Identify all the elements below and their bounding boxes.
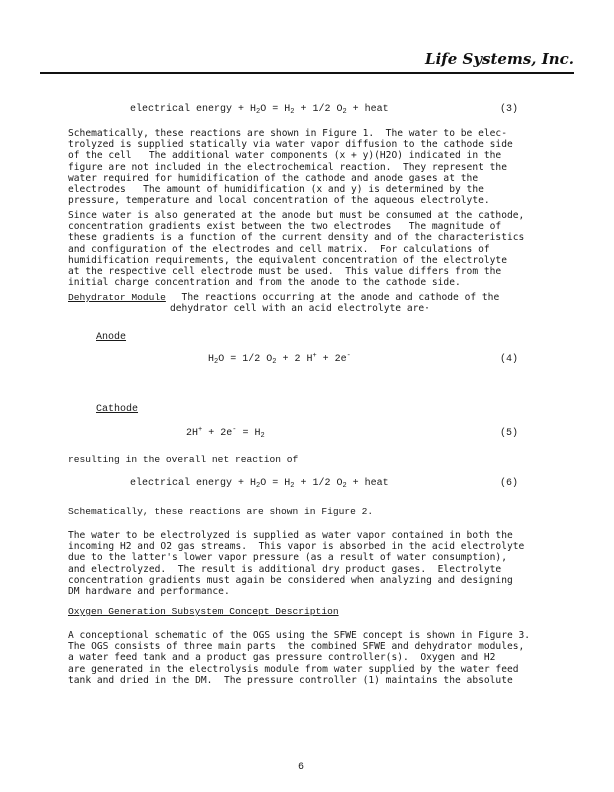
section-heading-ogs: Oxygen Generation Subsystem Concept Description	[68, 606, 339, 617]
equation-5-number: (5)	[500, 428, 519, 439]
equation-3: electrical energy + $H_2O = H_2 + 1/2$ $O_2$ + heat	[130, 104, 389, 116]
company-header: Life Systems, Inc.	[425, 50, 574, 68]
equation-3-number: (3)	[500, 104, 519, 115]
equation-4-number: (4)	[500, 354, 519, 365]
dehydrator-module-heading: Dehydrator Module	[68, 292, 166, 303]
paragraph-water-vapor: The water to be electrolyzed is supplied as water vapor contained in both the incoming H2 and O2 gas streams. This vapor is absorbed in the acid electrolyte due to the latter's lower vapor pressure (as a result of water consumption), and electrolyzed. The result is additional dry product gases. Electrolyte concentration gradients must again be considered when analyzing and designing DM hardware and performance.	[68, 530, 525, 598]
page-number: 6	[298, 762, 305, 773]
paragraph-figure2: Schematically, these reactions are shown in Figure 2.	[68, 506, 374, 517]
paragraph-dehydrator-intro: The reactions occurring at the anode and cathode of the dehydrator cell with an acid electrolyte are·	[170, 292, 500, 315]
anode-label: Anode	[96, 332, 127, 343]
paragraph-concentration-gradients: Since water is also generated at the anode but must be consumed at the cathode, concentration gradients exist between the two electrodes The magnitude of these gradients is a function of the current density and of the characteristics and configuration of the electrodes and cell matrix. For calculations of humidification requirements, the equivalent concentration of the electrolyte at the respective cell electrode must be used. This value differs from the initial charge concentration and from the anode to the cathode side.	[68, 210, 525, 289]
header-rule	[40, 72, 574, 74]
paragraph-resulting: resulting in the overall net reaction of	[68, 454, 299, 465]
equation-6-number: (6)	[500, 478, 519, 489]
equation-4: $H_2O = 1/2$ $O_2 + 2$ H+ + 2e-	[208, 352, 351, 366]
paragraph-reactions-figure1: Schematically, these reactions are shown in Figure 1. The water to be elec- trolyzed is supplied statically via water vapor diffusion to the cathode side of the cell The additional water components (x + y)(H2O) indicated in the figure are not included in the electrochemical reaction. They represent the water required for humidification of the cathode and anode gases at the electrodes The amount of humidification (x and y) is determined by the pressure, temperature and local concentration of the aqueous electrolyte.	[68, 128, 513, 207]
paragraph-ogs-description: A conceptional schematic of the OGS using the SFWE concept is shown in Figure 3. The OGS consists of three main parts the combined SFWE and dehydrator modules, a water feed tank and a product gas pressure controller(s). Oxygen and H2 are generated in the electrolysis module from water supplied by the water feed tank and dried in the DM. The pressure controller (1) maintains the absolute	[68, 630, 531, 686]
cathode-label: Cathode	[96, 404, 139, 415]
equation-5: $2H^+ + 2e^- = H_2$	[186, 426, 265, 440]
equation-6: electrical energy + $H_2O = H_2 + 1/2$ $O_2$ + heat	[130, 478, 389, 490]
